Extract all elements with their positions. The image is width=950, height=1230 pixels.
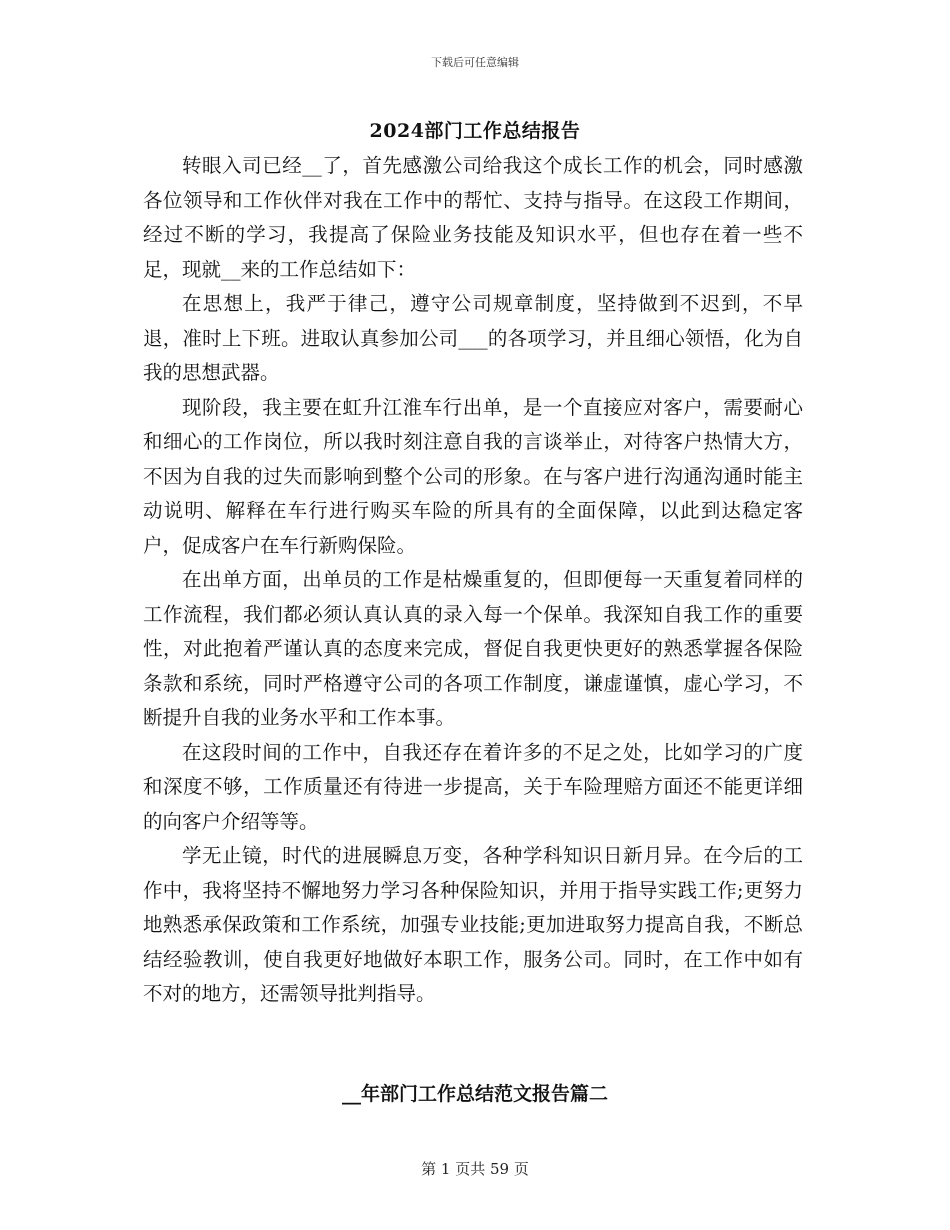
- paragraph: 在出单方面，出单员的工作是枯燥重复的，但即便每一天重复着同样的工作流程，我们都必须认真认真的录入每一个保单。我深知自我工作的重要性，对此抱着严谨认真的态度来完成，督促自我更快更好的熟悉掌握各保险条款和系统，同时严格遵守公司的各项工作制度，谦虚谨慎，虚心学习，不断提升自我的业务水平和工作本事。: [143, 568, 803, 729]
- page-number: 第 1 页共 59 页: [421, 1160, 529, 1178]
- paragraph: 现阶段，我主要在虹升江淮车行出单，是一个直接应对客户，需要耐心和细心的工作岗位，所以我时刻注意自我的言谈举止，对待客户热情大方，不因为自我的过失而影响到整个公司的形象。在与客户进行沟通沟通时能主动说明、解释在车行进行购买车险的所具有的全面保障，以此到达稳定客户，促成客户在车行新购保险。: [143, 395, 803, 557]
- document-title: 2024部门工作总结报告: [369, 120, 581, 142]
- header-note: 下载后可任意编辑: [431, 56, 519, 69]
- section-subtitle: __年部门工作总结范文报告篇二: [341, 1083, 608, 1105]
- paragraph: 在思想上，我严于律己，遵守公司规章制度，坚持做到不迟到，不早退，准时上下班。进取认真参加公司___的各项学习，并且细心领悟，化为自我的思想武器。: [143, 292, 803, 384]
- paragraph: 在这段时间的工作中，自我还存在着许多的不足之处，比如学习的广度和深度不够，工作质量还有待进一步提高，关于车险理赔方面还不能更详细的向客户介绍等等。: [143, 740, 803, 833]
- paragraph: 转眼入司已经__了，首先感激公司给我这个成长工作的机会，同时感激各位领导和工作伙伴对我在工作中的帮忙、支持与指导。在这段工作期间，经过不断的学习，我提高了保险业务技能及知识水平，但也存在着一些不足，现就__来的工作总结如下：: [143, 154, 803, 281]
- document-body: [143, 149, 803, 1012]
- paragraph: 学无止镜，时代的进展瞬息万变，各种学科知识日新月异。在今后的工作中，我将坚持不懈地努力学习各种保险知识，并用于指导实践工作;更努力地熟悉承保政策和工作系统，加强专业技能;更加进取努力提高自我，不断总结经验教训，使自我更好地做好本职工作，服务公司。同时，在工作中如有不对的地方，还需领导批判指导。: [143, 844, 803, 1005]
